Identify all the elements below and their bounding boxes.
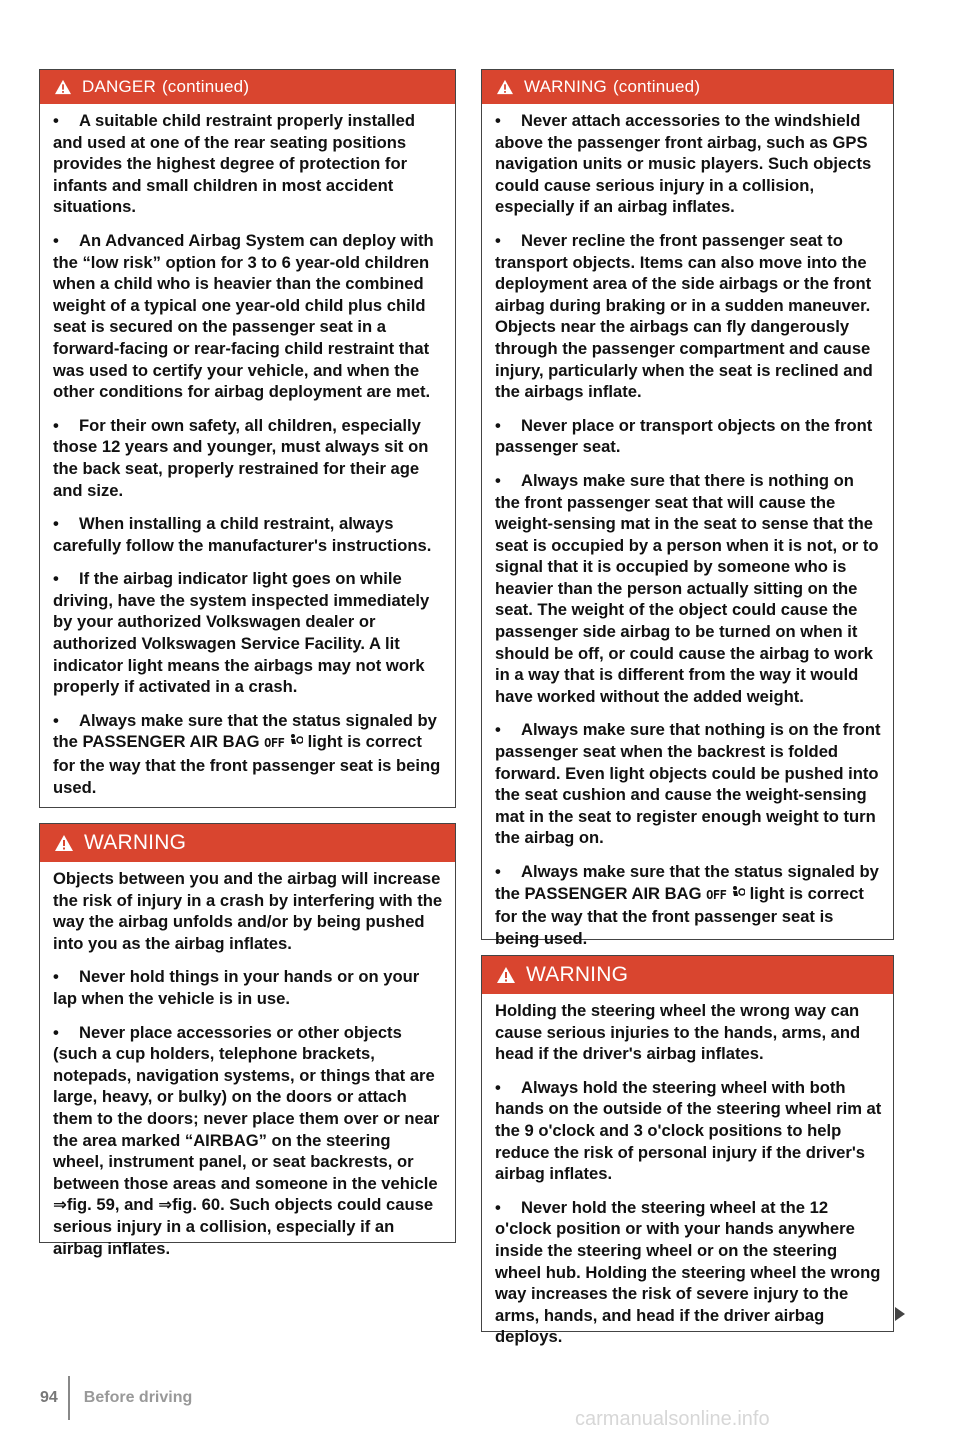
danger-header-label: DANGER (82, 77, 156, 96)
list-item: • If the airbag indicator light goes on while driving, have the system inspected immediately by your authorized Volkswagen dealer or authorized Volkswagen Service Facility. A lit indicator light means the airbags may not work properly if activated in a crash. (53, 569, 430, 697)
list-item: • For their own safety, all children, especially those 12 years and younger, must always sit on the back seat, properly restrained for their age and size. (53, 415, 429, 500)
danger-body (40, 104, 455, 808)
list-item: • Always hold the steering wheel with both hands on the outside of the steering wheel rim at the 9 o'clock and 3 o'clock positions to help reduce the risk of personal injury if the driver's airbag inflates. (495, 1077, 882, 1184)
watermark: carmanualsonline.info (575, 1408, 770, 1430)
airbag-off-label: OFF (706, 887, 727, 902)
page-number: 94 (40, 1389, 58, 1406)
warning-continued-body (482, 104, 893, 959)
warning-box-steering (481, 955, 894, 1347)
airbag-off-label: OFF (264, 736, 285, 751)
list-item: • Never place or transport objects on the front passenger seat. (495, 415, 873, 457)
warning-steering-body (482, 994, 893, 1358)
fig-59-link[interactable]: ⇒fig. 59 (53, 1195, 115, 1215)
section-title: Before driving (83, 1389, 193, 1406)
warning-steering-header-label: WARNING (526, 963, 629, 986)
list-item: • Never hold things in your hands or on your lap when the vehicle is in use. (53, 967, 420, 1008)
warning-box-objects (39, 823, 456, 1258)
warning-header (40, 824, 455, 862)
warning-body (40, 862, 455, 1269)
footer-divider (68, 1376, 70, 1420)
warning-triangle-icon (496, 79, 514, 95)
warning-steering-header (482, 956, 893, 994)
warning-triangle-icon (496, 966, 516, 984)
warning-header-label: WARNING (84, 831, 187, 854)
warning-continued-header-label: WARNING (524, 77, 607, 96)
warning-triangle-icon (54, 79, 72, 95)
list-item: • Never place accessories or other objects (such a cup holders, telephone brackets, notepads, navigation systems, or things that are large, heavy, or bulky) on the doors or attach them to the doors; never place them over or near the area marked “AIRBAG” on the steering wheel, instrument panel, or seat backrests, or between those areas and someone in the vehicle ⇒fig. 59, and ⇒fig. 60. Such objects could cause serious injury in a collision, especially if an airbag inflates. (53, 1022, 440, 1258)
warning-triangle-icon (54, 834, 74, 852)
warning-continued-header-suffix: (continued) (612, 77, 701, 96)
page-footer (40, 1376, 192, 1420)
fig-60-link[interactable]: ⇒fig. 60 (158, 1195, 221, 1215)
list-item: • An Advanced Airbag System can deploy with the “low risk” option for 3 to 6 year-old children when a child who is heavier than the combined weight of a typical one year-old child plus child seat is secured on the passenger seat in a forward-facing or rear-facing child restraint that was used to certify your vehicle, and when the other conditions for airbag deployment are met. (53, 230, 434, 402)
continue-arrow-icon (895, 1307, 905, 1321)
list-item: • Never recline the front passenger seat to transport objects. Items can also move into the deployment area of the side airbags or the front airbag during braking or in a sudden maneuver. Objects near the airbags can fly dangerously through the passenger compartment and cause injury, particularly when the seat is reclined and the airbags inflate. (495, 230, 873, 402)
list-item: • A suitable child restraint properly installed and used at one of the rear seating positions provides the highest degree of protection for infants and small children in most accident situations. (53, 111, 415, 217)
list-item: • Always make sure that the status signaled by the PASSENGER AIR BAG OFF light is correct for the way that the front passenger seat is being used. (53, 710, 441, 797)
list-item: • Always make sure that the status signaled by the PASSENGER AIR BAG OFF light is correct for the way that the front passenger seat is being used. (495, 862, 879, 948)
list-item: • When installing a child restraint, always carefully follow the manufacturer's instructions. (53, 514, 432, 555)
danger-header (40, 70, 455, 104)
warning-steering-intro: Holding the steering wheel the wrong way can cause serious injuries to the hands, arms, and head if the driver's airbag inflates. (495, 1001, 861, 1064)
list-item: • Always make sure that nothing is on the front passenger seat when the backrest is folded forward. Even light objects could be pushed into the seat cushion and cause the weight-sensing mat in the seat to register enough weight to turn the airbag on. (495, 720, 881, 848)
warning-continued-box (481, 69, 894, 948)
list-item: • Never hold the steering wheel at the 12 o'clock position or with your hands anywhere inside the steering wheel or on the steering wheel hub. Holding the steering wheel the wrong way increases the risk of severe injury to the arms, hands, and head if the driver airbag deploys. (495, 1197, 881, 1347)
danger-continued-box (39, 69, 456, 808)
danger-header-suffix: (continued) (161, 77, 250, 96)
passenger-airbag-icon (289, 733, 303, 747)
list-item: • Never attach accessories to the windshield above the passenger front airbag, such as GPS navigation units or music players. Such objects could cause serious injury in a collision, especially if an airbag inflates. (495, 111, 872, 217)
list-item: • Always make sure that there is nothing on the front passenger seat that will cause the weight-sensing mat in the seat to sense that the seat is occupied by a person when it is not, or to signal that it is occupied by someone who is heavier than the person actually sitting on the seat. The weight of the object could cause the passenger side airbag to be turned on when it should be off, or could cause the airbag to work in a way that is different from the way it would have worked without the added weight. (495, 470, 879, 706)
passenger-airbag-icon (731, 885, 745, 899)
warning-intro: Objects between you and the airbag will increase the risk of injury in a crash by interfering with the way the airbag unfolds and/or by being pushed into you as the airbag inflates. (53, 869, 443, 953)
warning-continued-header (482, 70, 893, 104)
